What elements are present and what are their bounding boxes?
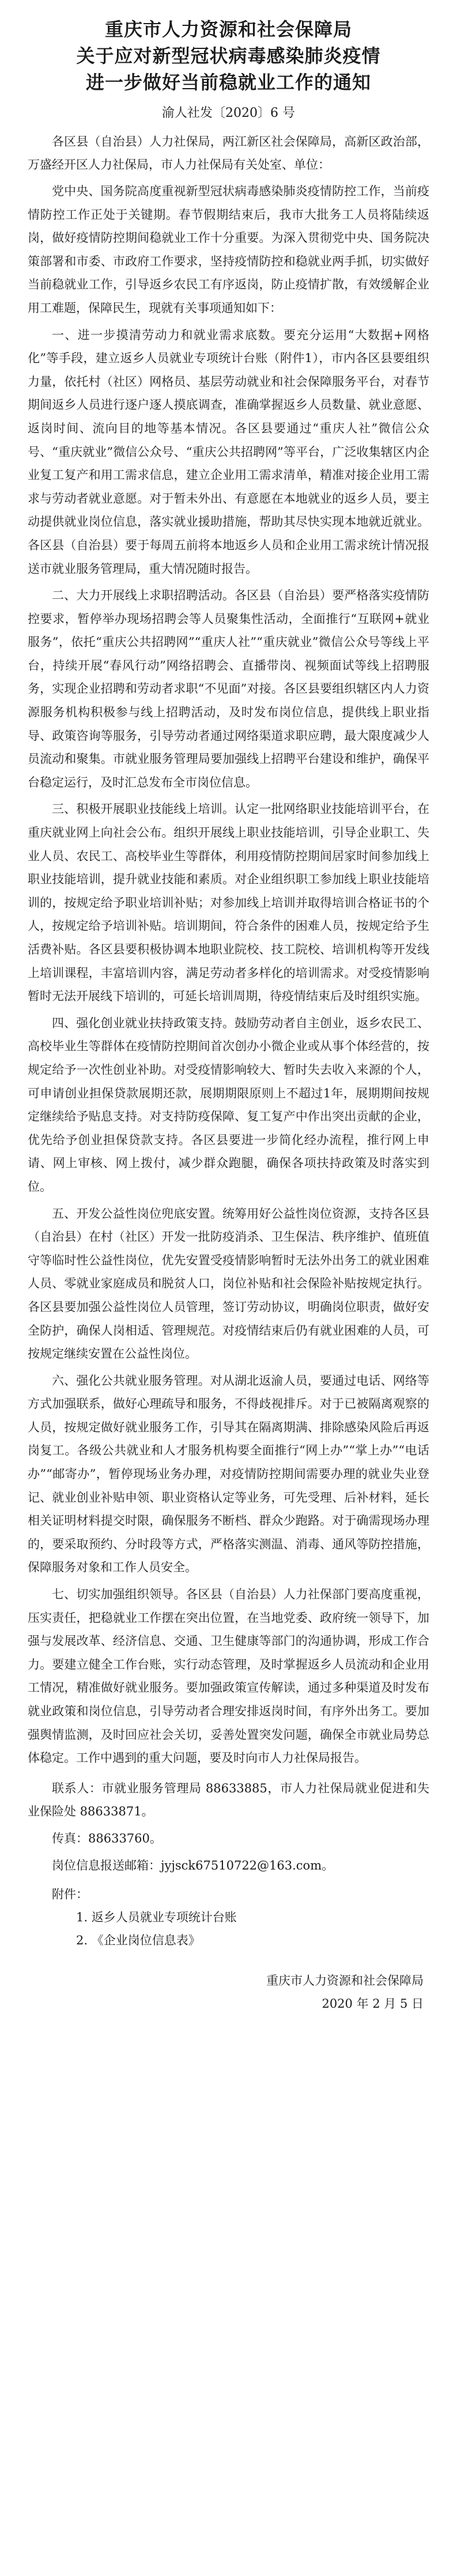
paragraph-section-6: 六、强化公共就业服务管理。对从湖北返渝人员，要通过电话、网络等方式加强联系，做好心理疏导和服务，不得歧视排斥。对于已被隔离观察的人员，按规定做好就业服务工作，引导其在隔离期满、排除感染风险后再返岗复工。各级公共就业和人才服务机构要全面推行“网上办”“掌上办”“电话办”“邮寄办”，暂停现场业务办理，对疫情防控期间需要办理的就业失业登记、就业创业补贴申领、职业资格认定等业务，可先受理、后补材料，延长相关证明材料提交时限，确保服务不断档、群众少跑路。对于确需现场办理的，要采取预约、分时段等方式，严格落实测温、消毒、通风等防控措施，保障服务对象和工作人员安全。 [28, 1373, 429, 1575]
attachments-label: 附件： [52, 1887, 88, 1902]
attachment-item-2: 2. 《企业岗位信息表》 [76, 1933, 201, 1948]
signature-date: 2020 年 2 月 5 日 [322, 1997, 424, 2011]
signature-block [28, 1969, 429, 2015]
title-line-2: 关于应对新型冠状病毒感染肺炎疫情 [76, 45, 381, 67]
paragraph-section-2: 二、大力开展线上求职招聘活动。各区县（自治县）要严格落实疫情防控要求，暂停举办现场招聘会等人员聚集性活动，全面推行“互联网+就业服务”，依托“重庆公共招聘网”“重庆人社”“重庆就业”微信公众号等线上平台，持续开展“春风行动”网络招聘会、直播带岗、视频面试等线上招聘服务，实现企业招聘和劳动者求职“不见面”对接。各区县要组织辖区内人力资源服务机构积极参与线上招聘活动，及时发布岗位信息，提供线上职业指导、政策咨询等服务，引导劳动者通过网络渠道求职应聘，最大限度减少人员流动和聚集。市就业服务管理局要加强线上招聘平台建设和维护，确保平台稳定运行，及时汇总发布全市岗位信息。 [28, 588, 429, 789]
body-paragraphs [28, 180, 429, 1770]
paragraph-section-3: 三、积极开展职业技能线上培训。认定一批网络职业技能培训平台，在重庆就业网上向社会公布。组织开展线上职业技能培训，引导企业职工、失业人员、农民工、高校毕业生等群体，利用疫情防控期间居家时间参加线上职业技能培训，提升就业技能和素质。对企业组织职工参加线上职业技能培训的，按规定给予职业培训补贴；对参加线上培训并取得培训合格证书的个人，按规定给予培训补贴。培训期间，符合条件的困难人员，按规定给予生活费补贴。各区县要积极协调本地职业院校、技工院校、培训机构等开发线上培训课程，丰富培训内容，满足劳动者多样化的培训需求。对受疫情影响暂时无法开展线下培训的，可延长培训周期，待疫情结束后及时组织实施。 [28, 802, 429, 1004]
title-line-1: 重庆市人力资源和社会保障局 [104, 18, 352, 40]
attachments [28, 1883, 429, 1952]
contact-line-1: 联系人：市就业服务管理局 88633885，市人力社保局就业促进和失业保险处 88633871。 [28, 1781, 429, 1819]
paragraph-section-7: 七、切实加强组织领导。各区县（自治县）人力社保部门要高度重视，压实责任，把稳就业工作摆在突出位置，在当地党委、政府统一领导下，加强与发展改革、经济信息、交通、卫生健康等部门的沟通协调，形成工作合力。要建立健全工作台账，实行动态管理，及时掌握返乡人员流动和企业用工情况，精准做好就业服务。要加强政策宣传解读，通过多种渠道及时发布就业政策和岗位信息，引导劳动者合理安排返岗时间，有序外出务工。要加强舆情监测，及时回应社会关切，妥善处置突发问题，确保全市就业局势总体稳定。工作中遇到的重大问题，要及时向市人力社保局报告。 [28, 1587, 429, 1765]
email-line: 岗位信息报送邮箱：jyjsck67510722@163.com。 [52, 1858, 334, 1872]
recipients: 各区县（自治县）人力社保局，两江新区社会保障局，高新区政治部，万盛经开区人力社保局，市人力社保局有关处室、单位： [28, 135, 429, 172]
document-title [28, 16, 429, 96]
paragraph-section-1: 一、进一步摸清劳动力和就业需求底数。要充分运用“大数据+网格化”等手段，建立返乡人员就业专项统计台账（附件1），市内各区县要组织力量，依托村（社区）网格员、基层劳动就业和社会保障服务平台，对春节期间返乡人员进行逐户逐人摸底调查，准确掌握返乡人员数量、就业意愿、返岗时间、流向目的地等基本情况。各区县要通过“重庆人社”微信公众号、“重庆就业”微信公众号、“重庆公共招聘网”等平台，广泛收集辖区内企业复工复产和用工需求信息，建立企业用工需求清单，精准对接企业用工需求与劳动者就业意愿。对于暂未外出、有意愿在本地就业的返乡人员，要主动提供就业岗位信息，落实就业援助措施，帮助其尽快实现本地就近就业。各区县（自治县）要于每周五前将本地返乡人员和企业用工需求统计情况报送市就业服务管理局，重大情况随时报告。 [28, 328, 429, 576]
title-line-3: 进一步做好当前稳就业工作的通知 [85, 71, 371, 93]
document-number: 渝人社发〔2020〕6 号 [162, 106, 295, 120]
contact-line-2: 传真：88633760。 [52, 1831, 162, 1845]
signature-org: 重庆市人力资源和社会保障局 [266, 1974, 424, 1988]
contact-info [28, 1777, 429, 1877]
paragraph-intro: 党中央、国务院高度重视新型冠状病毒感染肺炎疫情防控工作，当前疫情防控工作正处于关键期。春节假期结束后，我市大批务工人员将陆续返岗，做好疫情防控期间稳就业工作十分重要。为深入贯彻党中央、国务院决策部署和市委、市政府工作要求，坚持疫情防控和稳就业两手抓，切实做好当前稳就业工作，引导返乡农民工有序返岗，防止疫情扩散，有效缓解企业用工难题，保障民生，现就有关事项通知如下： [28, 184, 429, 315]
paragraph-section-4: 四、强化创业就业扶持政策支持。鼓励劳动者自主创业，返乡农民工、高校毕业生等群体在疫情防控期间首次创办小微企业或从事个体经营的，按规定给予一次性创业补助。对受疫情影响较大、暂时失去收入来源的个人，可申请创业担保贷款展期还款，展期期限原则上不超过1年，展期期间按规定继续给予贴息支持。对支持防疫保障、复工复产中作出突出贡献的企业，优先给予创业担保贷款支持。各区县要进一步简化经办流程，推行网上申请、网上审核、网上拨付，减少群众跑腿，确保各项扶持政策及时落实到位。 [28, 1016, 429, 1194]
paragraph-section-5: 五、开发公益性岗位兜底安置。统筹用好公益性岗位资源，支持各区县（自治县）在村（社区）开发一批防疫消杀、卫生保洁、秩序维护、值班值守等临时性公益性岗位，优先安置受疫情影响暂时无法外出务工的就业困难人员、零就业家庭成员和脱贫人口，岗位补贴和社会保险补贴按规定执行。各区县要加强公益性岗位人员管理，签订劳动协议，明确岗位职责，做好安全防护，确保人岗相适、管理规范。对疫情结束后仍有就业困难的人员，可按规定继续安置在公益性岗位。 [28, 1206, 429, 1361]
attachment-item-1: 1. 返乡人员就业专项统计台账 [76, 1910, 237, 1925]
